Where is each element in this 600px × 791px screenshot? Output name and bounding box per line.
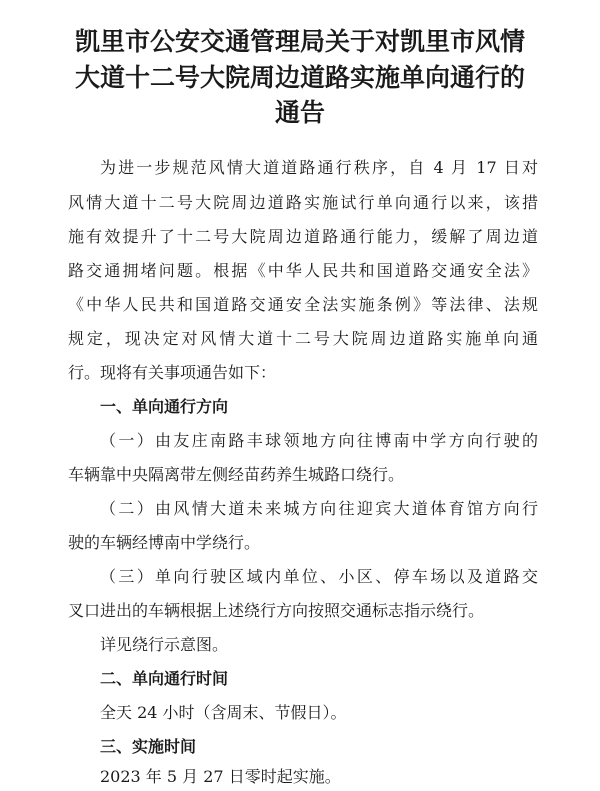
intro-line: 施有效提升了十二号大院周边道路通行能力，缓解了周边道: [68, 227, 538, 246]
section-1-heading: 一、单向通行方向: [100, 397, 229, 416]
section-1-item-2-line: （二）由风情大道未来城方向往迎宾大道体育馆方向行: [100, 499, 538, 518]
intro-line: 规定，现决定对风情大道十二号大院周边道路实施单向通: [68, 329, 538, 348]
section-1-item-2-line: 驶的车辆经博南中学绕行。: [68, 533, 261, 552]
intro-line: 风情大道十二号大院周边道路实施试行单向通行以来，该措: [68, 193, 538, 212]
notice-title-line-1: 凯里市公安交通管理局关于对凯里市风情: [74, 27, 525, 56]
intro-line: 路交通拥堵问题。根据《中华人民共和国道路交通安全法》: [68, 261, 538, 280]
section-1-item-3-line: 叉口进出的车辆根据上述绕行方向按照交通标志指示绕行。: [68, 601, 485, 620]
section-3-content: 2023 年 5 月 27 日零时起实施。: [100, 767, 341, 786]
section-1-item-1-line: 车辆靠中央隔离带左侧经苗药养生城路口绕行。: [68, 465, 405, 484]
section-2-content: 全天 24 小时（含周末、节假日）。: [100, 703, 347, 722]
section-1-note: 详见绕行示意图。: [100, 635, 229, 654]
section-2-heading: 二、单向通行时间: [100, 669, 229, 688]
section-1-item-3-line: （三）单向行驶区域内单位、小区、停车场以及道路交: [100, 567, 538, 586]
notice-title-line-2: 大道十二号大院周边道路实施单向通行的: [74, 63, 525, 92]
intro-line: 《中华人民共和国道路交通安全法实施条例》等法律、法规: [68, 295, 538, 314]
intro-line: 为进一步规范风情大道道路通行秩序，自 4 月 17 日对: [100, 158, 538, 177]
section-1-item-1-line: （一）由友庄南路丰球领地方向往博南中学方向行驶的: [100, 431, 538, 450]
notice-title-line-3: 通告: [274, 98, 325, 127]
section-3-heading: 三、实施时间: [100, 737, 197, 756]
intro-line: 行。现将有关事项通告如下：: [68, 363, 277, 382]
